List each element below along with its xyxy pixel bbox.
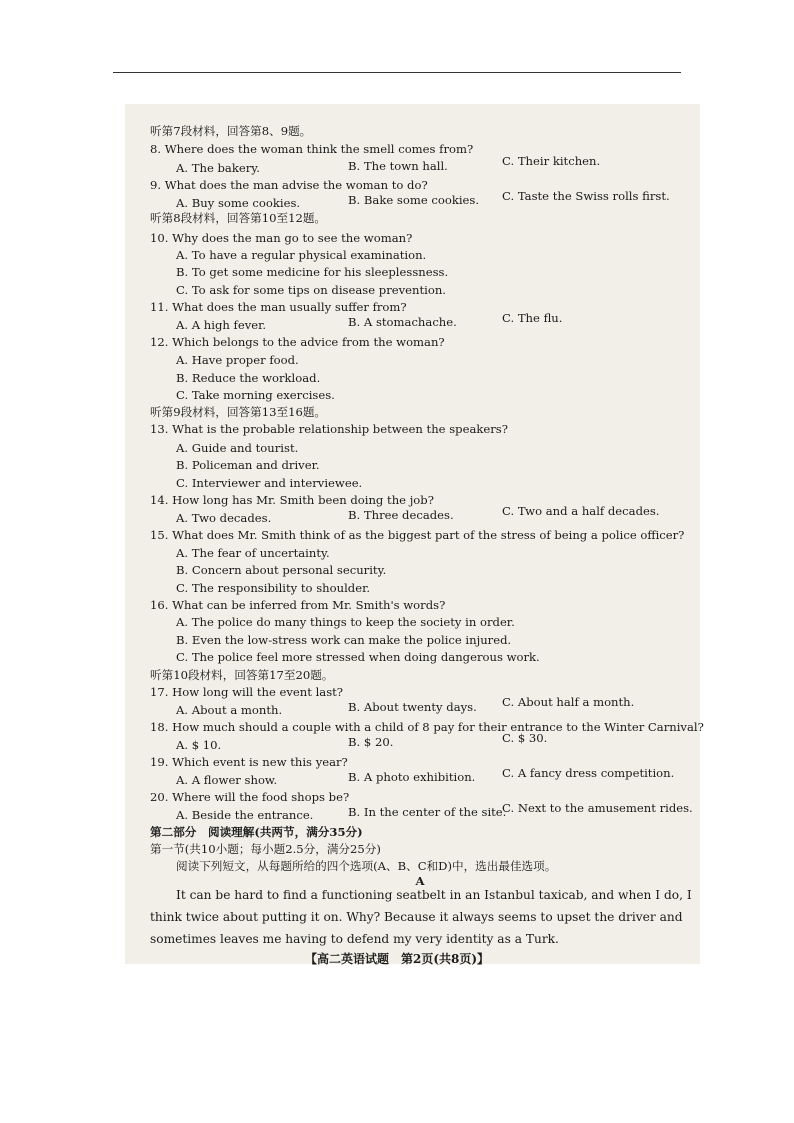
question: 15. What does Mr. Smith think of as the biggest part of the stress of being a police officer? [150, 528, 685, 542]
option-b: B. Policeman and driver. [176, 458, 320, 472]
question: 18. How much should a couple with a child of 8 pay for their entrance to the Winter Carnival? [150, 720, 704, 734]
question: 14. How long has Mr. Smith been doing the job? [150, 493, 434, 507]
option-c: C. Their kitchen. [502, 154, 601, 168]
option-b: B. Bake some cookies. [348, 193, 480, 207]
option-a: A. The police do many things to keep the society in order. [176, 615, 515, 629]
passage-label: A [415, 874, 425, 888]
section-header: 听第7段材料，回答第8、9题。 [150, 124, 312, 138]
section-header: 听第8段材料，回答第10至12题。 [150, 211, 327, 225]
option-b: B. To get some medicine for his sleeplessness. [176, 265, 449, 279]
page-footer: 【高二英语试题 第2页(共8页)】 [304, 952, 490, 966]
option-c: C. $ 30. [502, 731, 548, 745]
option-a: A. Have proper food. [176, 353, 299, 367]
question: 11. What does the man usually suffer from? [150, 300, 407, 314]
question: 20. Where will the food shops be? [150, 790, 350, 804]
option-c: C. The flu. [502, 311, 563, 325]
option-a: A. $ 10. [176, 738, 222, 752]
option-a: A. A flower show. [176, 773, 278, 787]
option-c: C. The responsibility to shoulder. [176, 581, 371, 595]
option-b: B. Concern about personal security. [176, 563, 387, 577]
section-header: 听第10段材料，回答第17至20题。 [150, 668, 334, 682]
option-a: A. The fear of uncertainty. [176, 546, 330, 560]
option-c: C. The police feel more stressed when doing dangerous work. [176, 650, 540, 664]
section-heading: 第一节(共10小题；每小题2.5分，满分25分) [150, 842, 381, 856]
option-c: C. To ask for some tips on disease prevention. [176, 283, 446, 297]
question: 19. Which event is new this year? [150, 755, 348, 769]
part-heading: 第二部分 阅读理解(共两节，满分35分) [150, 825, 363, 839]
option-c: C. Two and a half decades. [502, 504, 660, 518]
question: 10. Why does the man go to see the woman? [150, 231, 413, 245]
top-rule [113, 72, 681, 73]
question: 12. Which belongs to the advice from the woman? [150, 335, 445, 349]
option-b: B. A photo exhibition. [348, 770, 476, 784]
option-b: B. Even the low-stress work can make the police injured. [176, 633, 512, 647]
option-b: B. Reduce the workload. [176, 371, 321, 385]
option-a: A. Two decades. [176, 511, 272, 525]
option-c: C. Take morning exercises. [176, 388, 335, 402]
option-c: C. Next to the amusement rides. [502, 801, 693, 815]
question: 8. Where does the woman think the smell comes from? [150, 142, 474, 156]
question: 13. What is the probable relationship between the speakers? [150, 422, 508, 436]
option-a: A. To have a regular physical examination. [176, 248, 427, 262]
option-b: B. In the center of the site. [348, 805, 507, 819]
option-a: A. The bakery. [176, 161, 260, 175]
option-c: C. A fancy dress competition. [502, 766, 675, 780]
option-a: A. Buy some cookies. [176, 196, 301, 210]
option-b: B. A stomachache. [348, 315, 457, 329]
question: 17. How long will the event last? [150, 685, 344, 699]
option-b: B. About twenty days. [348, 700, 477, 714]
option-b: B. The town hall. [348, 159, 448, 173]
option-c: C. Taste the Swiss rolls first. [502, 189, 670, 203]
option-a: A. Guide and tourist. [176, 441, 299, 455]
passage-text: It can be hard to find a functioning seatbelt in an Istanbul taxicab, and when I do, I think twice about putting it on. Why? Because it always seems to upset the driver and sometimes leaves me having to defend my very identity as a Turk. [150, 888, 692, 946]
option-b: B. Three decades. [348, 508, 454, 522]
option-b: B. $ 20. [348, 735, 394, 749]
option-a: A. A high fever. [176, 318, 267, 332]
option-a: A. Beside the entrance. [176, 808, 314, 822]
option-c: C. About half a month. [502, 695, 635, 709]
option-a: A. About a month. [176, 703, 283, 717]
section-header: 听第9段材料，回答第13至16题。 [150, 405, 327, 419]
instructions: 阅读下列短文，从每题所给的四个选项(A、B、C和D)中，选出最佳选项。 [176, 859, 557, 873]
question: 9. What does the man advise the woman to do? [150, 178, 428, 192]
question: 16. What can be inferred from Mr. Smith's words? [150, 598, 446, 612]
option-c: C. Interviewer and interviewee. [176, 476, 363, 490]
